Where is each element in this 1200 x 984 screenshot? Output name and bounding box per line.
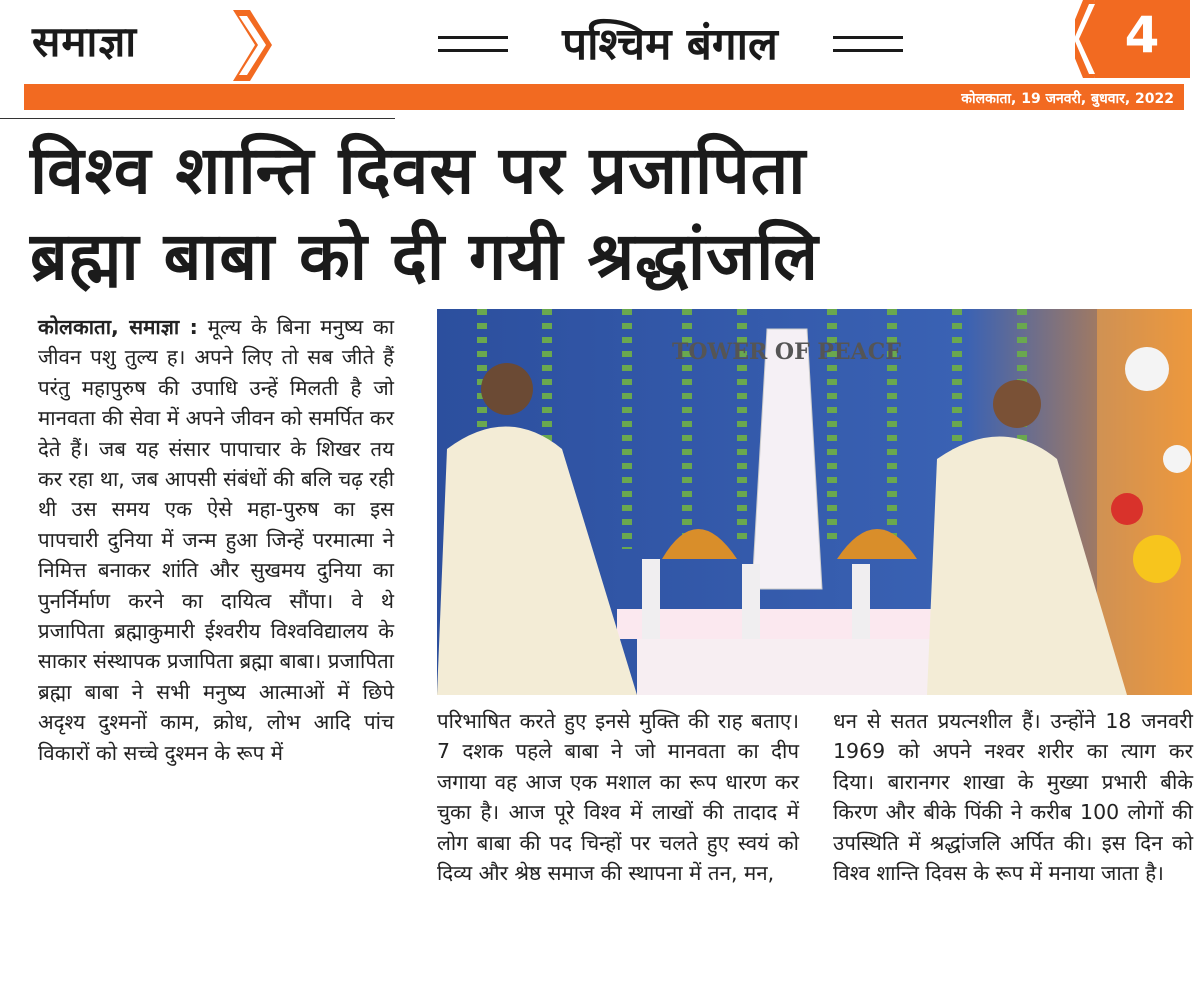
column-3-text: धन से सतत प्रयत्नशील हैं। उन्होंने 18 जनवरी 1969 को अपने नश्वर शरीर का त्याग कर दिया। बारानगर शाखा के मुख्या प्रभारी बीके किरण और बीके पिंकी ने करीब 100 लोगों की उपस्थिति में श्रद्धांजलि अर्पित की। इस दिन को विश्व शान्ति दिवस के रूप में मनाया जाता है। — [833, 709, 1193, 886]
headline-line-1: विश्व शान्ति दिवस पर प्रजापिता — [30, 132, 807, 209]
column-2-text: परिभाषित करते हुए इनसे मुक्ति की राह बताए। 7 दशक पहले बाबा ने जो मानवता का दीप जगाया वह आज एक मशाल का रूप धारण कर चुका है। आज पूरे विश्व में लाखों की तादाद में लोग बाबा की पद चिन्हों पर चलते हुए स्वयं को दिव्य और श्रेष्ठ समाज की स्थापना में तन, मन, — [437, 709, 799, 886]
masthead-logo: समाज्ञा — [32, 17, 138, 66]
article-column-2 — [437, 706, 799, 888]
article-column-3 — [833, 706, 1193, 888]
article-column-1 — [38, 312, 394, 768]
page-number: 4 — [1124, 6, 1160, 64]
section-title: पश्चिम बंगाल — [562, 19, 778, 70]
photo-illustration — [437, 309, 1192, 695]
tower-label: TOWER OF PEACE — [671, 339, 903, 365]
headline-line-2: ब्रह्मा बाबा को दी गयी श्रद्धांजलि — [30, 218, 819, 295]
article-photo — [437, 309, 1192, 695]
dateline: कोलकाता, 19 जनवरी, बुधवार, 2022 — [961, 91, 1174, 107]
byline: कोलकाता, समाज्ञा : — [38, 315, 198, 339]
chevron-right-icon — [228, 8, 278, 83]
divider — [0, 118, 395, 119]
column-1-text: मूल्य के बिना मनुष्य का जीवन पशु तुल्य ह। अपने लिए तो सब जीते हैं परंतु महापुरुष की उपाधि उन्हें मिलती है जो मानवता की सेवा में अपने जीवन को समर्पित कर देते हैं। जब यह संसार पापाचार के शिखर तय कर रहा था, जब आपसी संबंधों की बलि चढ़ रही थी उस समय एक ऐसे महा-पुरुष का इस पापचारी दुनिया में जन्म हुआ जिन्हें परमात्मा ने निमित्त बनाकर शांति और सुखमय दुनिया का पुनर्निर्माण करने का दायित्व सौंपा। वे थे प्रजापिता ब्रह्माकुमारी ईश्वरीय विश्वविद्यालय के साकार संस्थापक प्रजापिता ब्रह्मा बाबा। प्रजापिता ब्रह्मा बाबा ने सभी मनुष्य आत्माओं में छिपे अदृश्य दुश्मनों काम, क्रोध, लोभ आदि पांच विकारों को सच्चे दुश्मन के रूप में — [38, 315, 394, 765]
headline — [30, 128, 1180, 300]
title-rule-right — [833, 36, 903, 52]
